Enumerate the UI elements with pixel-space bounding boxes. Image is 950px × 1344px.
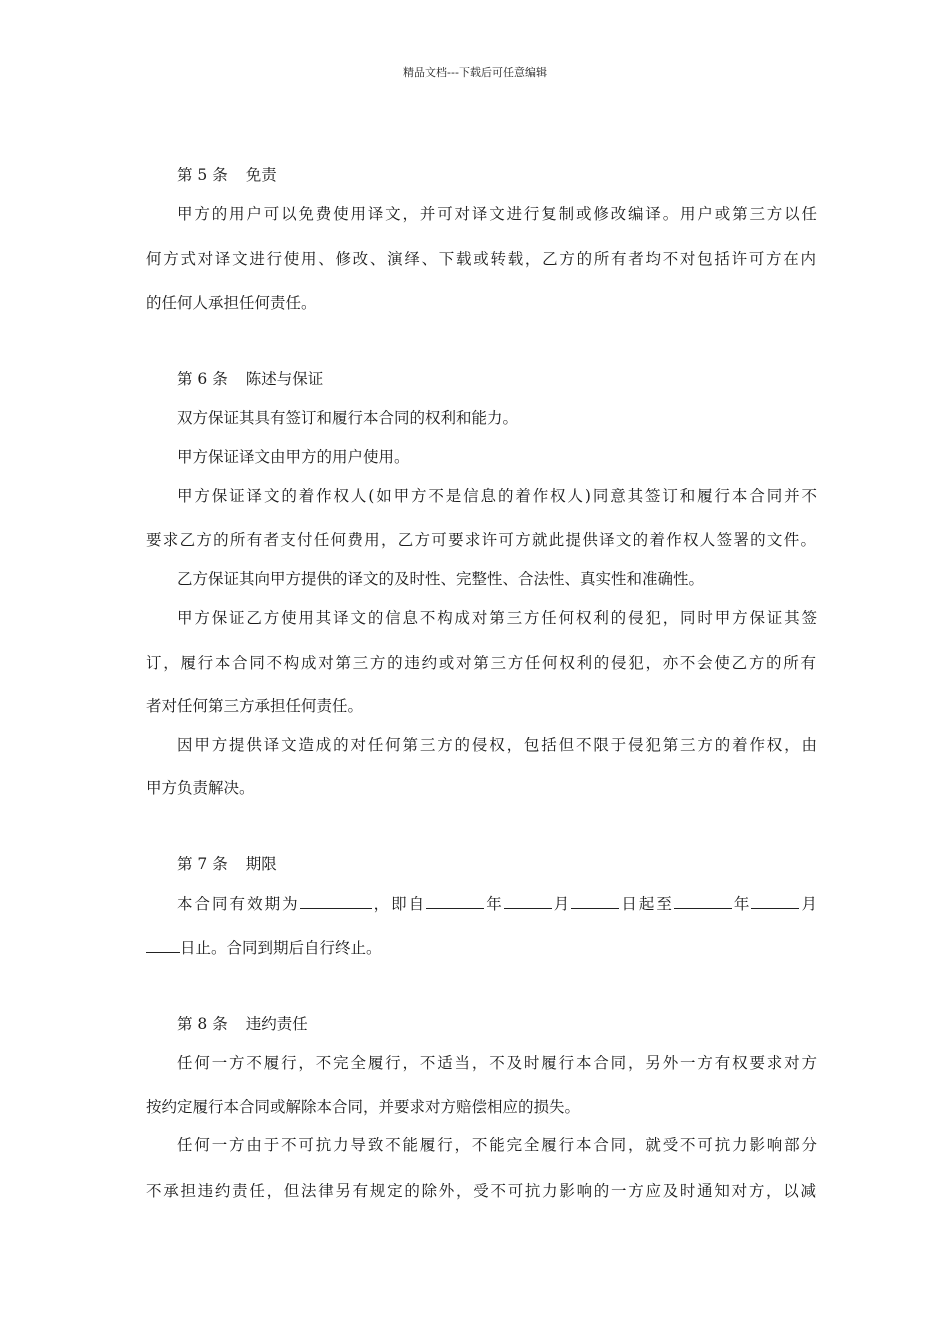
start-year-blank [426,892,484,909]
end-year-blank [674,892,732,909]
section-6-title: 陈述与保证 [245,370,324,388]
page-header: 精品文档---下载后可任意编辑 [403,66,547,79]
section-6-line: 甲方保证乙方使用其译文的信息不构成对第三方任何权利的侵犯，同时甲方保证其签 [177,609,817,627]
section-6-number: 第 6 条 [177,370,228,388]
section-7-number: 第 7 条 [177,855,228,873]
section-7-title: 期限 [245,855,277,873]
section-6-line: 甲方负责解决。 [146,779,255,797]
section-6-line: 订，履行本合同不构成对第三方的违约或对第三方任何权利的侵犯，亦不会使乙方的所有 [146,654,816,672]
section-6-heading [177,368,817,390]
section-5-line: 甲方的用户可以免费使用译文，并可对译文进行复制或修改编译。用户或第三方以任 [177,205,817,223]
section-7-term-line: 日止。合同到期后自行终止。 [146,936,816,959]
section-8-number: 第 8 条 [177,1015,228,1033]
section-6-line: 要求乙方的所有者支付任何费用，乙方可要求许可方就此提供译文的着作权人签署的文件。 [146,531,816,549]
end-month-blank [751,892,799,909]
start-day-blank [571,892,619,909]
section-8-line: 任何一方不履行，不完全履行，不适当，不及时履行本合同，另外一方有权要求对方 [177,1054,817,1072]
section-8-title: 违约责任 [245,1015,308,1033]
section-8-line: 按约定履行本合同或解除本合同，并要求对方赔偿相应的损失。 [146,1098,581,1116]
section-6-paragraph: 甲方保证译文由甲方的用户使用。 [177,448,410,466]
section-5-line: 的任何人承担任何责任。 [146,294,317,312]
section-6-paragraph: 双方保证其具有签订和履行本合同的权利和能力。 [177,409,519,427]
section-5-line: 何方式对译文进行使用、修改、演绎、下载或转载，乙方的所有者均不对包括许可方在内 [146,250,816,268]
end-day-blank [146,936,180,953]
section-6-line: 因甲方提供译文造成的对任何第三方的侵权，包括但不限于侵犯第三方的着作权，由 [177,736,817,754]
section-7-term-line: 本合同有效期为 ，即自 年 月 日起至 年 月 [177,892,817,915]
term-blank [300,892,372,909]
section-6-paragraph: 乙方保证其向甲方提供的译文的及时性、完整性、合法性、真实性和准确性。 [177,570,705,588]
section-5-title: 免责 [245,166,277,184]
section-5-number: 第 5 条 [177,166,228,184]
section-7-heading [177,853,817,875]
section-6-line: 甲方保证译文的着作权人(如甲方不是信息的着作权人)同意其签订和履行本合同并不 [177,487,817,505]
section-8-line: 任何一方由于不可抗力导致不能履行，不能完全履行本合同，就受不可抗力影响部分 [177,1136,817,1154]
section-6-line: 者对任何第三方承担任何责任。 [146,697,364,715]
section-8-line: 不承担违约责任，但法律另有规定的除外，受不可抗力影响的一方应及时通知对方，以减 [146,1182,816,1200]
section-8-heading [177,1013,817,1035]
section-5-heading [177,164,817,186]
start-month-blank [504,892,552,909]
